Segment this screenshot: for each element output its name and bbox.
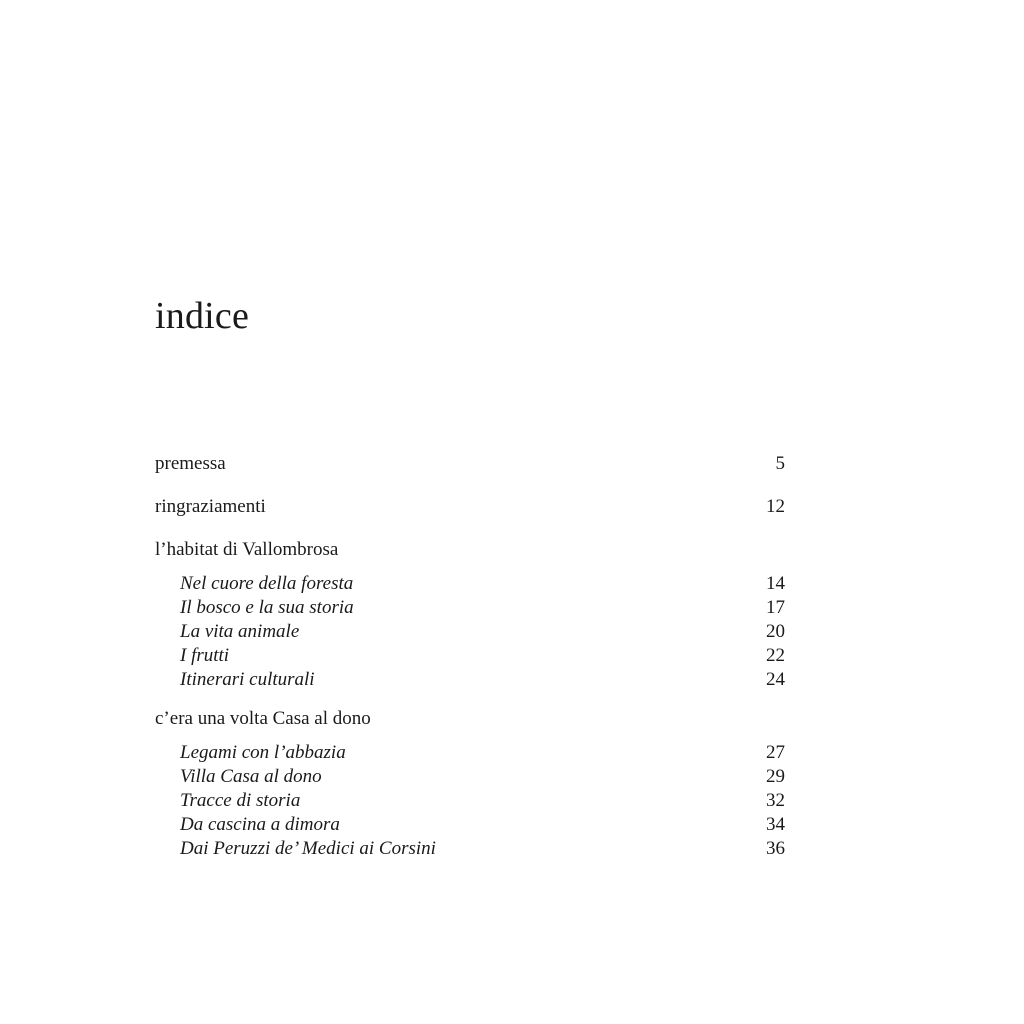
toc-subentry-da-cascina[interactable] bbox=[155, 813, 785, 837]
toc-subentry-il-bosco[interactable] bbox=[155, 596, 785, 620]
toc-section-label: c’era una volta Casa al dono bbox=[155, 708, 371, 729]
toc-subentry-label: Itinerari culturali bbox=[180, 669, 315, 690]
toc-entry-page: 32 bbox=[766, 790, 785, 811]
toc-subentry-la-vita[interactable] bbox=[155, 620, 785, 644]
spacer bbox=[155, 562, 785, 572]
toc-subentry-label: Tracce di storia bbox=[180, 790, 301, 811]
toc-subentry-legami[interactable] bbox=[155, 741, 785, 765]
spacer bbox=[155, 692, 785, 707]
toc-section-label: l’habitat di Vallombrosa bbox=[155, 539, 339, 560]
toc-section-casa-al-dono[interactable] bbox=[155, 707, 785, 731]
toc-subentry-label: La vita animale bbox=[180, 621, 300, 642]
toc-entry-page: 34 bbox=[766, 814, 785, 835]
toc-entry-ringraziamenti[interactable] bbox=[155, 495, 785, 519]
toc-entry-label: premessa bbox=[155, 453, 226, 474]
toc-subentry-label: I frutti bbox=[180, 645, 230, 666]
toc-entry-page: 14 bbox=[766, 573, 785, 594]
toc-entry-page: 17 bbox=[766, 597, 785, 618]
toc-subentry-label: Da cascina a dimora bbox=[180, 814, 340, 835]
toc-entry-label: ringraziamenti bbox=[155, 496, 266, 517]
toc-subentry-nel-cuore[interactable] bbox=[155, 572, 785, 596]
toc-subentry-tracce[interactable] bbox=[155, 789, 785, 813]
toc-entry-page: 12 bbox=[766, 496, 785, 517]
toc-subentry-label: Nel cuore della foresta bbox=[180, 573, 354, 594]
spacer bbox=[155, 476, 785, 495]
table-of-contents bbox=[155, 452, 785, 861]
toc-entry-page: 5 bbox=[775, 453, 785, 474]
toc-subentry-label: Il bosco e la sua storia bbox=[180, 597, 354, 618]
toc-entry-page: 29 bbox=[766, 766, 785, 787]
toc-subentry-label: Villa Casa al dono bbox=[180, 766, 322, 787]
toc-subentry-label: Dai Peruzzi de’ Medici ai Corsini bbox=[180, 838, 436, 859]
spacer bbox=[155, 519, 785, 538]
toc-section-habitat[interactable] bbox=[155, 538, 785, 562]
toc-entry-page: 20 bbox=[766, 621, 785, 642]
toc-entry-page: 24 bbox=[766, 669, 785, 690]
toc-entry-page: 27 bbox=[766, 742, 785, 763]
page-title: indice bbox=[155, 295, 250, 337]
toc-subentry-dai-peruzzi[interactable] bbox=[155, 837, 785, 861]
toc-subentry-itinerari[interactable] bbox=[155, 668, 785, 692]
toc-entry-page: 22 bbox=[766, 645, 785, 666]
toc-subentry-villa[interactable] bbox=[155, 765, 785, 789]
toc-subentry-label: Legami con l’abbazia bbox=[180, 742, 346, 763]
spacer bbox=[155, 731, 785, 741]
toc-entry-premessa[interactable] bbox=[155, 452, 785, 476]
toc-entry-page: 36 bbox=[766, 838, 785, 859]
toc-subentry-i-frutti[interactable] bbox=[155, 644, 785, 668]
